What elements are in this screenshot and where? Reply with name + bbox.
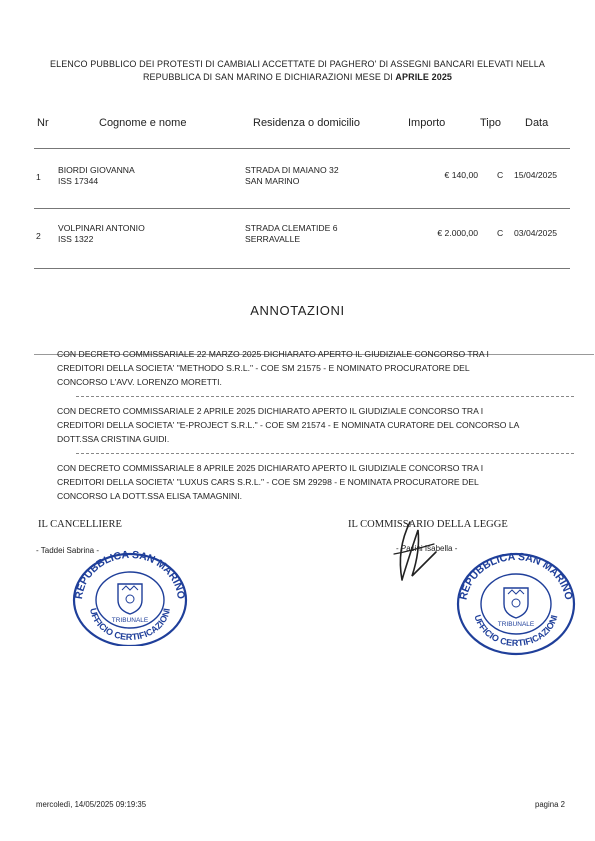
annotation-separator [76,396,574,397]
row-date: 03/04/2025 [514,228,558,238]
row-amount: € 2.000,00 [437,228,478,238]
row-address-line2: SERRAVALLE [245,234,301,244]
stamp-center-text: TRIBUNALE [111,617,149,624]
row-date: 15/04/2025 [514,170,558,180]
annotation-line: CREDITORI DELLA SOCIETA' "METHODO S.R.L." - COE SM 21575 - E NOMINATO PROCURATORE DEL [57,363,470,373]
annotation-item [57,347,573,389]
stamp-inner-text: UFFICIO CERTIFICAZIONI [472,613,560,649]
stamp-center-text: TRIBUNALE [497,621,535,628]
table-header-divider [34,148,570,149]
column-residence: Residenza o domicilio [253,117,360,129]
annotation-line: CON DECRETO COMMISSARIALE 8 APRILE 2025 DICHIARATO APERTO IL GIUDIZIALE CONCORSO TRA I [57,463,484,473]
annotation-line: CREDITORI DELLA SOCIETA' "LUXUS CARS S.R.L." - COE SM 29298 - E NOMINATA PROCURATORE DEL [57,477,479,487]
column-name: Cognome e nome [99,117,187,129]
row-iss: ISS 1322 [58,234,94,244]
header-month: APRILE 2025 [395,72,453,82]
stamp-inner-text: UFFICIO CERTIFICAZIONI [88,607,172,643]
row-address-line2: SAN MARINO [245,176,300,186]
chancellor-label: IL CANCELLIERE [38,519,122,530]
handwritten-signature [372,518,452,588]
commissioner-name: - Pasini Isabella - [396,544,458,553]
column-type: Tipo [480,117,501,129]
annotation-item [57,461,573,503]
column-amount: Importo [408,117,446,129]
annotation-item [57,404,573,446]
row-address-line1: STRADA DI MAIANO 32 [245,165,339,175]
annotation-line: CREDITORI DELLA SOCIETA' "E-PROJECT S.R.L." - COE SM 21574 - E NOMINATA CURATORE DEL CONCORSO LA [57,420,520,430]
row-type: C [497,228,504,238]
coat-of-arms-icon [504,588,528,618]
header-line-1: ELENCO PUBBLICO DEI PROTESTI DI CAMBIALI ACCETTATE DI PAGHERO' DI ASSEGNI BANCARI ELEVATI NELLA [50,59,545,69]
annotations-title: ANNOTAZIONI [250,303,345,318]
commissioner-label: IL COMMISSARIO DELLA LEGGE [348,519,508,530]
annotation-line: CON DECRETO COMMISSARIALE 22 MARZO 2025 DICHIARATO APERTO IL GIUDIZIALE CONCORSO TRA I [57,349,489,359]
row-name: VOLPINARI ANTONIO [58,223,145,233]
stamp-outer-text: REPUBBLICA SAN MARINO [457,550,575,601]
row-divider [34,208,570,209]
footer-page-number: pagina 2 [535,800,565,809]
header-line-2 [30,71,565,84]
row-amount: € 140,00 [444,170,478,180]
row-iss: ISS 17344 [58,176,99,186]
annotation-line: CONCORSO L'AVV. LORENZO MORETTI. [57,377,222,387]
court-stamp-left [68,546,192,646]
annotation-line: DOTT.SSA CRISTINA GUIDI. [57,434,170,444]
row-nr: 1 [36,172,41,182]
court-stamp-right [454,546,578,656]
chancellor-name: - Taddei Sabrina - [36,546,99,555]
table-bottom-divider [34,268,570,269]
row-name: BIORDI GIOVANNA [58,165,135,175]
column-date: Data [525,117,549,129]
document-header [30,58,565,84]
column-nr: Nr [37,117,49,129]
row-address-line1: STRADA CLEMATIDE 6 [245,223,338,233]
row-type: C [497,170,504,180]
row-nr: 2 [36,231,41,241]
coat-of-arms-icon [118,584,142,614]
annotation-separator [76,453,574,454]
footer-timestamp: mercoledì, 14/05/2025 09:19:35 [36,800,147,809]
annotation-line: CONCORSO LA DOTT.SSA ELISA TAMAGNINI. [57,491,242,501]
stamp-outer-text: REPUBBLICA SAN MARINO [73,548,188,600]
header-line-2-text: REPUBBLICA DI SAN MARINO E DICHIARAZIONI MESE DI [142,72,396,82]
annotation-line: CON DECRETO COMMISSARIALE 2 APRILE 2025 DICHIARATO APERTO IL GIUDIZIALE CONCORSO TRA I [57,406,484,416]
